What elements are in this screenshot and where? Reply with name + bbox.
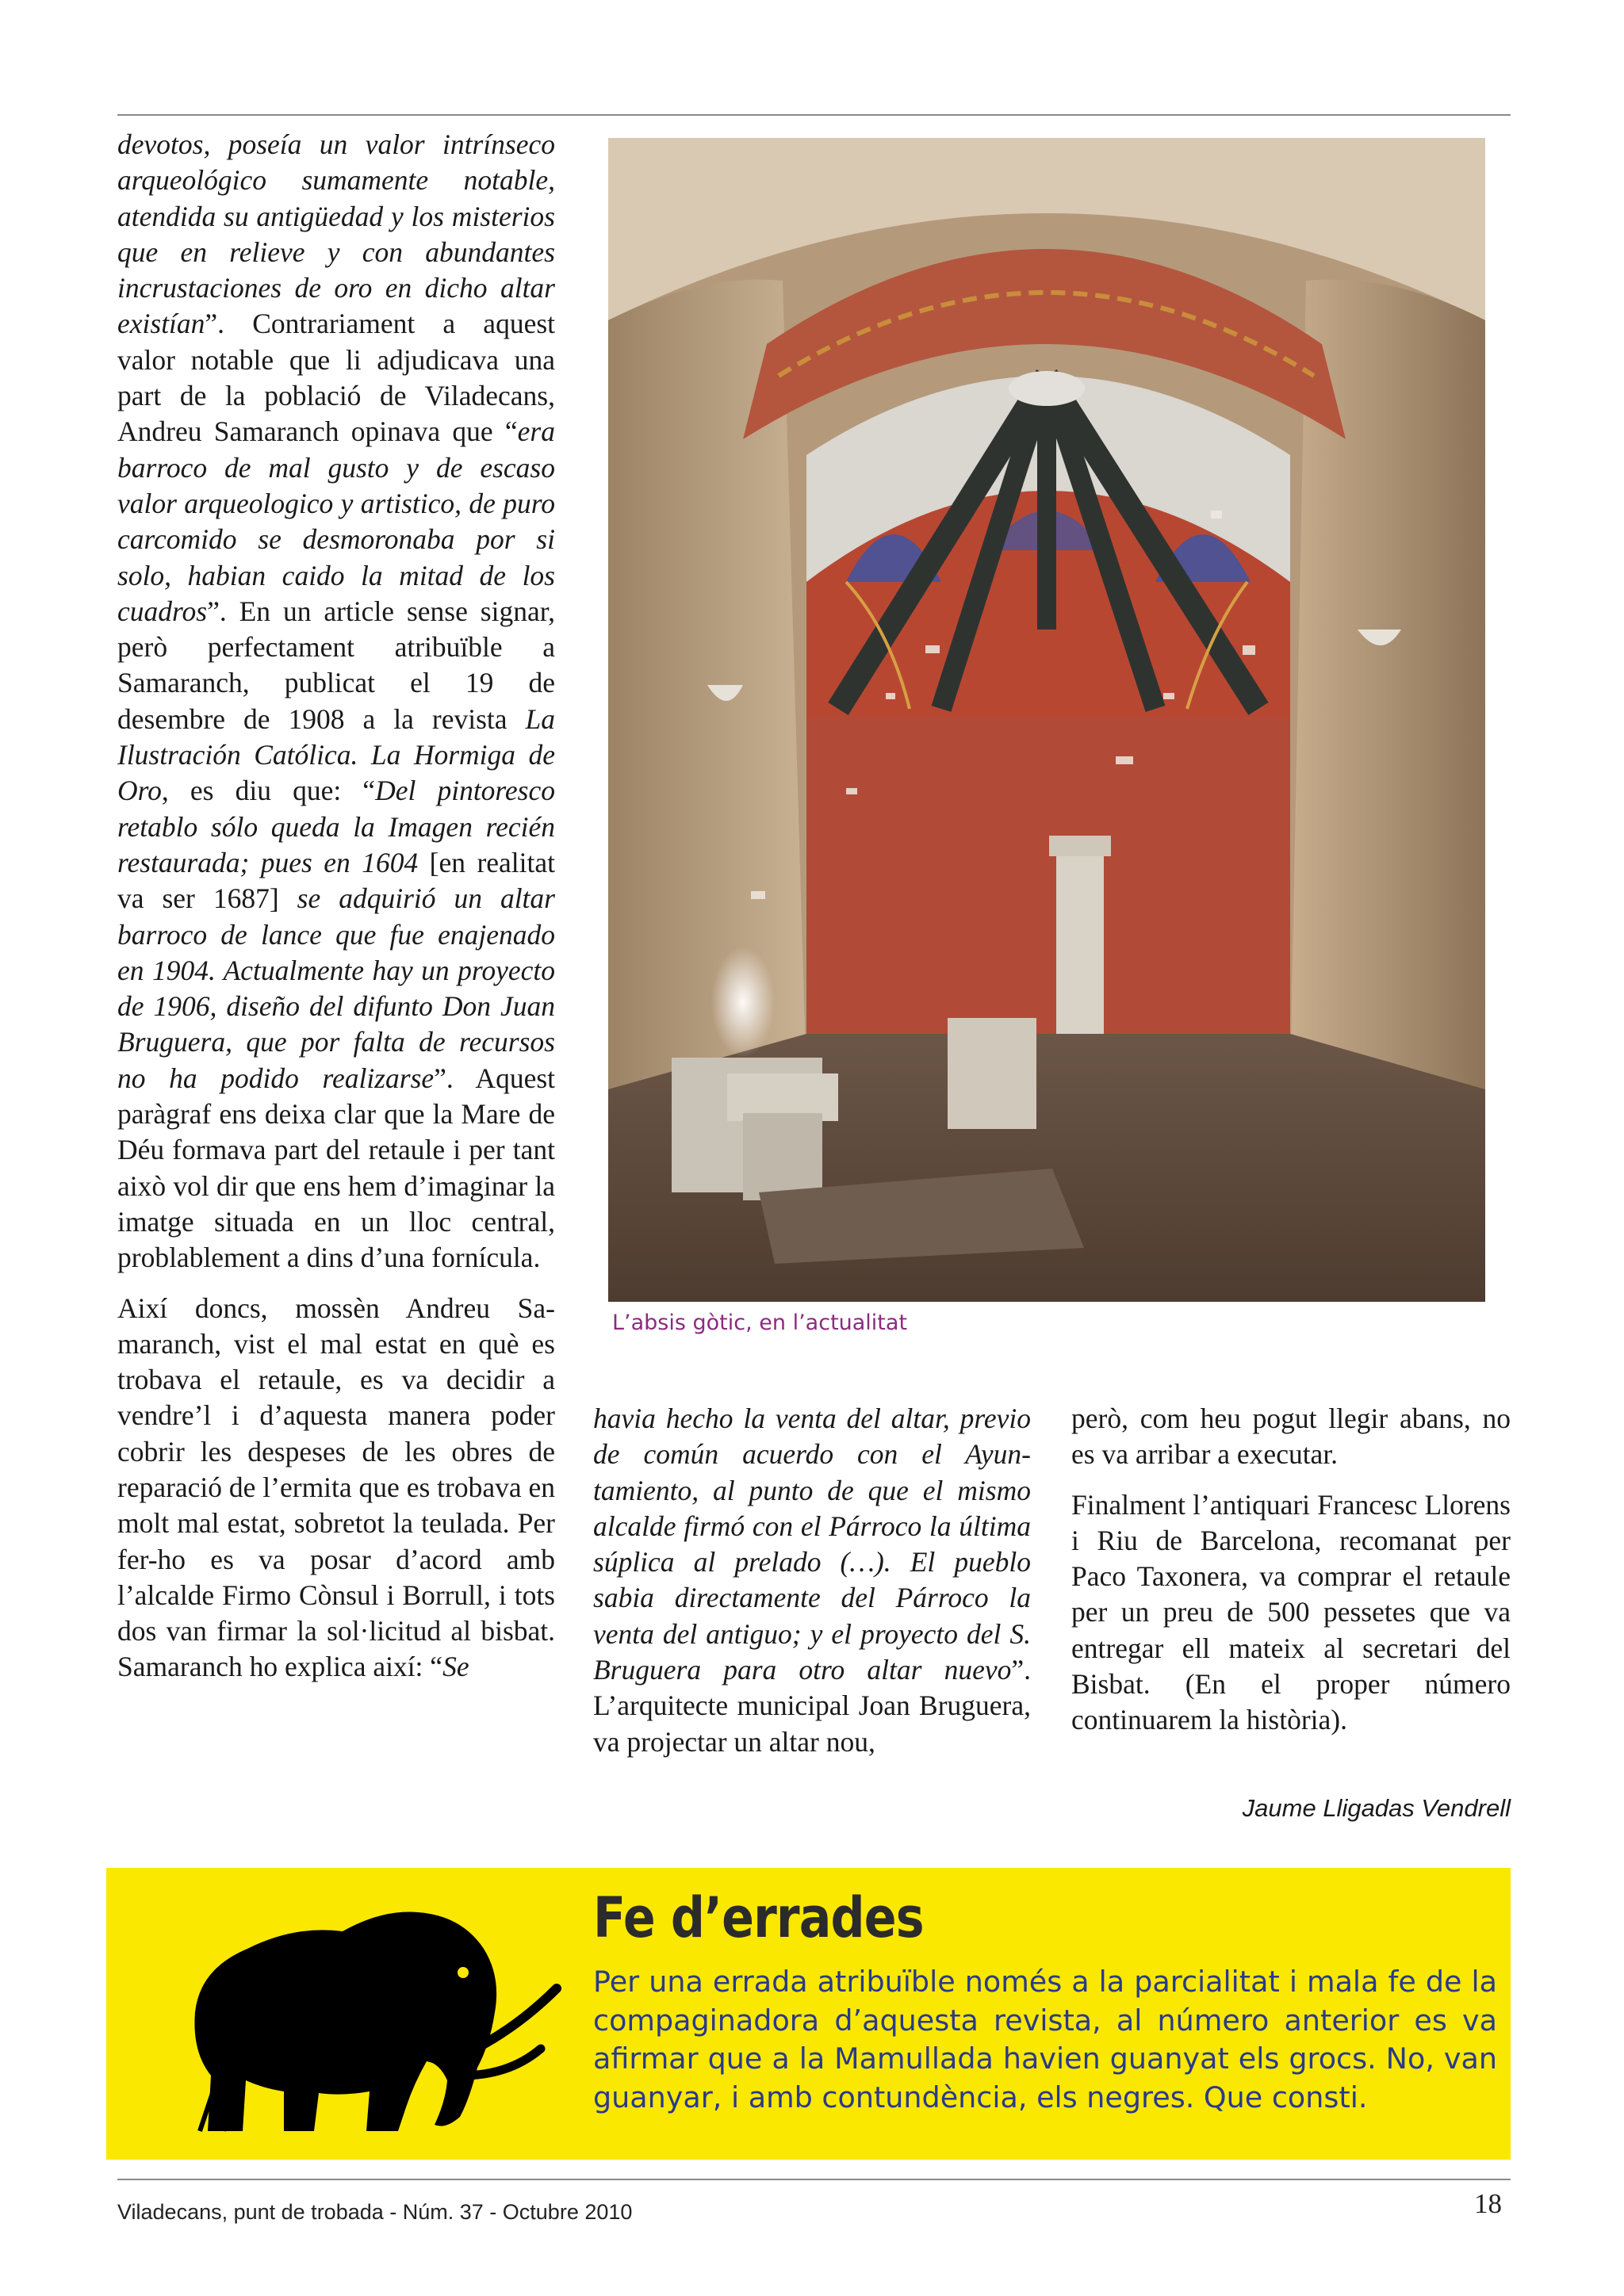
photo-caption: L’absis gòtic, en l’actualitat <box>612 1311 908 1335</box>
errata-box <box>106 1868 1511 2160</box>
text-run: ”. L’arquitecte municipal Joan Bruguera, va projectar un altar nou, <box>593 1654 1031 1758</box>
errata-title: Fe d’errades <box>593 1885 924 1950</box>
paragraph: Finalment l’antiquari Francesc Llorens i Riu de Barcelona, recomanat per Paco Taxonera, va comprar el retaule per un preu de 500 pessetes que va entregar ell mateix al secretari del Bisbat. (En el proper número continuarem la història). <box>1071 1488 1511 1736</box>
author-signature: Jaume Lligadas Vendrell <box>1242 1794 1511 1822</box>
gothic-apse-photo <box>608 138 1485 1302</box>
page-number: 18 <box>1474 2188 1502 2219</box>
paragraph <box>593 1401 1031 1760</box>
italic-run: havia hecho la venta del altar, previo de común acuerdo con el Ayuntamiento, al punto de que el mismo alcalde firmó con el Párroco la última súplica al prelado (…). El pueblo sabia directamente del Párroco la venta del antiguo; y el proyecto del S. Bruguera para otro altar nuevo <box>593 1402 1031 1686</box>
errata-text: Per una errada atribuïble només a la parcialitat i mala fe de la compaginadora d’aquesta revista, al número anterior es va afirmar que a la Mamullada havien guanyat els grocs. No, van guanyar, i amb contundència, els negres. Que consti. <box>593 1965 1497 2114</box>
italic-run: se adquirió un altar barroco de lance que fue enajenado en 1904. Actualmente hay un proyecto de 1906, diseño del difunto Don Juan Bruguera, que por falta de recursos no ha podido realizarse <box>117 882 555 1094</box>
top-rule <box>117 114 1511 116</box>
paragraph <box>117 127 555 1276</box>
text-run: Així doncs, mossèn Andreu Samaranch, vist el mal estat en què es trobava el retaule, es va decidir a vendre’l i d’aquesta manera poder cobrir les despeses de les obres de reparació de l’ermita que es trobava en molt mal estat, sobretot la teulada. Per fer-ho es va posar d’acord amb l’alcalde Firmo Cònsul i Borrull, i tots dos van firmar la sol·licitud al bisbat. Samaranch ho explica així: “ <box>117 1292 555 1683</box>
italic-run: era barroco de mal gusto y de escaso valor arqueologico y artistico, de puro carcomido se desmoronaba por si solo, habian caido la mitad de los cuadros <box>117 415 555 627</box>
italic-run: devotos, poseía un valor intrínseco arqueológico sumamente notable, atendida su antigüedad y los misterios que en relieve y con abundantes incrustaciones de oro en dicho altar existían <box>117 128 555 340</box>
mammoth-icon <box>144 1893 652 2147</box>
italic-run: Del pintoresco retablo sólo queda la Imagen recién restaurada; pues en 1604 <box>117 775 556 878</box>
text-run: ”. Contrariament a aquest valor notable que li adjudicava una part de la població de Viladecans, Andreu Samaranch opinava que “ <box>117 308 555 448</box>
footer-publication: Viladecans, punt de trobada - Núm. 37 - Octubre 2010 <box>117 2200 633 2224</box>
italic-run: Se <box>442 1651 469 1683</box>
article-column-3 <box>1071 1401 1511 1739</box>
paragraph: però, com heu pogut llegir abans, no es va arribar a executar. <box>1071 1402 1511 1471</box>
article-column-1 <box>117 127 555 1686</box>
text-run: [en realitat va ser 1687] <box>117 846 555 915</box>
italic-run: La Ilustración Católica. La Hormiga de Oro <box>117 702 555 807</box>
paragraph <box>117 1291 555 1686</box>
article-column-2 <box>593 1401 1031 1760</box>
text-run: , es diu que: “ <box>161 775 376 807</box>
text-run: ”. Aquest paràgraf ens deixa clar que la Mare de Déu formava part del retaule i per tant això vol dir que ens hem d’imaginar la imatge situada en un lloc central, problablement a dins d’una fornícula. <box>117 1062 555 1274</box>
text-run: ”. En un article sense signar, però perfectament atribuïble a Samaranch, publicat el 19 de desembre de 1908 a la revista <box>117 595 555 735</box>
bottom-rule <box>117 2179 1511 2180</box>
